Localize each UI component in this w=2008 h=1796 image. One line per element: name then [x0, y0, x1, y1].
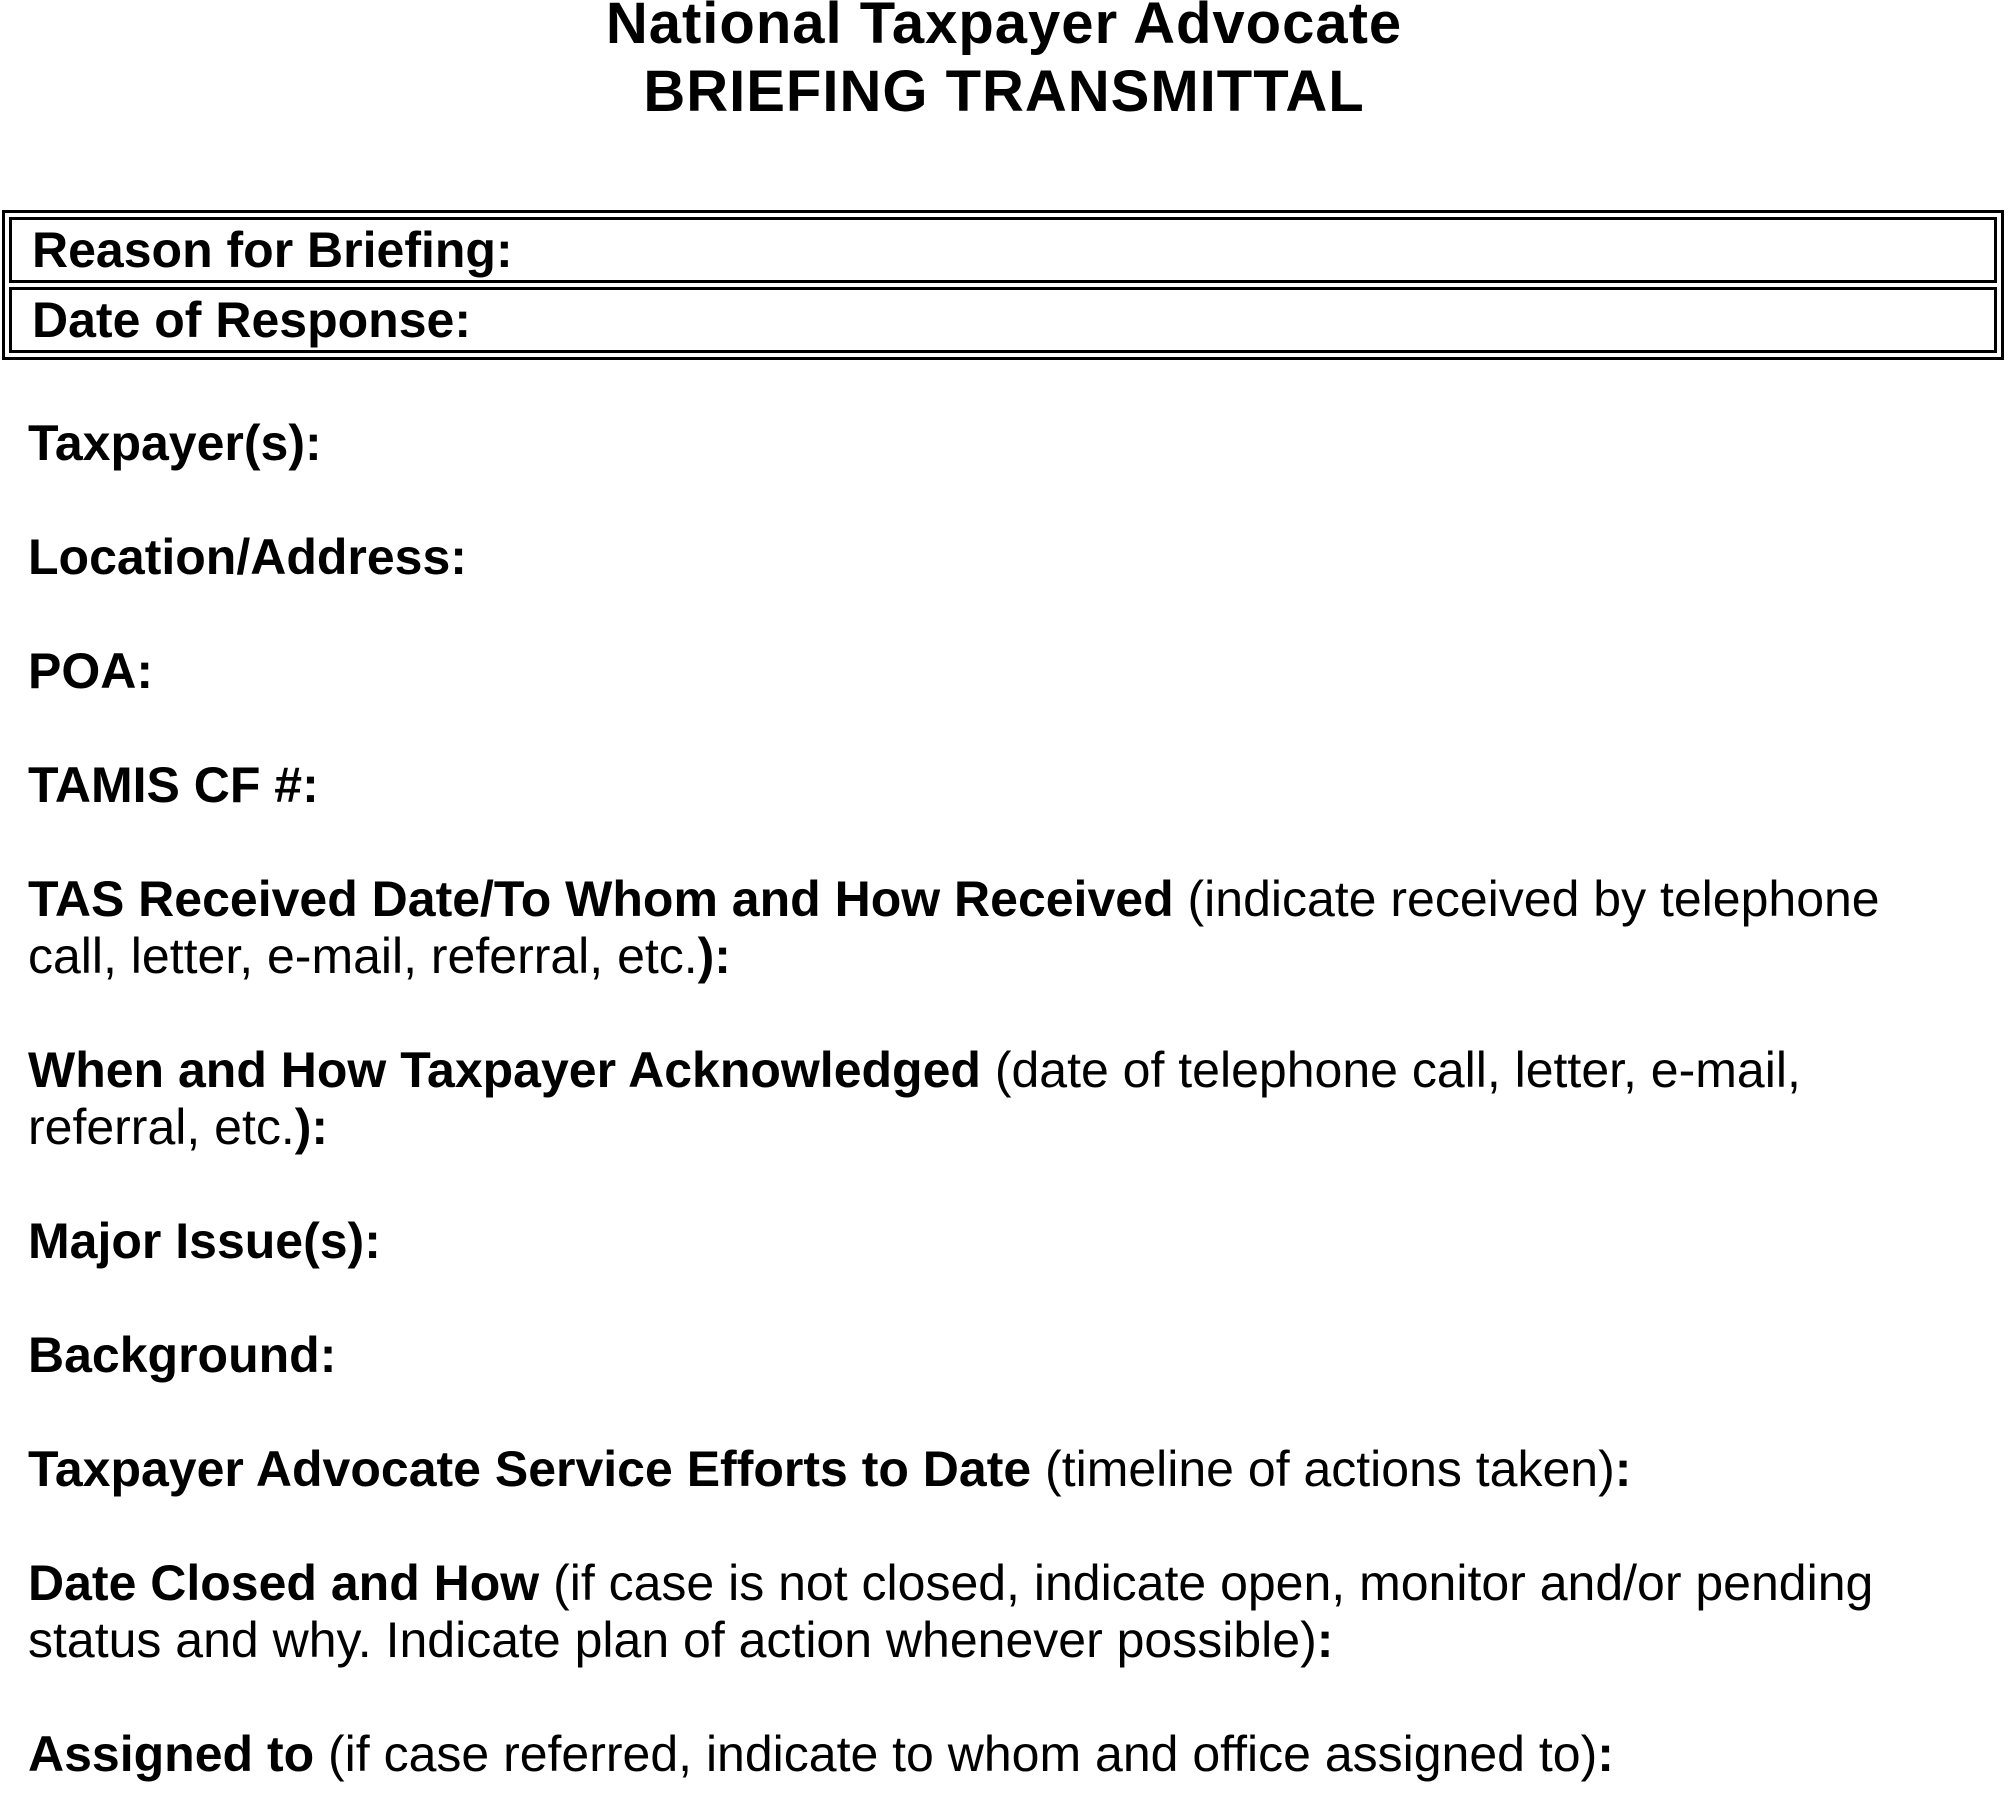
- field-poa: [28, 643, 1916, 700]
- field-tamis-cf-number: [28, 757, 1916, 814]
- field-label: TAS Received Date/To Whom and How Received: [28, 871, 1174, 927]
- field-taxpayers: [28, 415, 1916, 472]
- table-row-reason-for-briefing: [9, 217, 1997, 283]
- field-tas-received: [28, 871, 1916, 985]
- field-label: TAMIS CF #:: [28, 757, 319, 813]
- date-of-response-label: Date of Response:: [32, 291, 471, 348]
- field-label: Background:: [28, 1327, 337, 1383]
- field-label: :: [1597, 1726, 1614, 1782]
- field-taxpayer-acknowledged: [28, 1042, 1916, 1156]
- reason-for-briefing-label: Reason for Briefing:: [32, 221, 513, 278]
- field-background: [28, 1327, 1916, 1384]
- field-assigned-to: [28, 1726, 1916, 1783]
- table-row-date-of-response: [9, 287, 1997, 353]
- document-title-line-2: BRIEFING TRANSMITTAL: [643, 59, 1365, 124]
- field-label: When and How Taxpayer Acknowledged: [28, 1042, 981, 1098]
- document-title-line-1: National Taxpayer Advocate: [605, 0, 1403, 56]
- field-label: Major Issue(s):: [28, 1213, 381, 1269]
- field-label: Taxpayer Advocate Service Efforts to Date: [28, 1441, 1032, 1497]
- field-label: POA:: [28, 643, 153, 699]
- field-description: (timeline of actions taken): [1031, 1441, 1615, 1497]
- field-label: Assigned to: [28, 1726, 315, 1782]
- field-description: (if case is not closed, indicate open, monitor and/or pending status and why. Indicate plan of action whenever possible): [28, 1555, 1874, 1668]
- reason-for-briefing-cell: [9, 217, 1997, 283]
- field-label: Taxpayer(s):: [28, 415, 322, 471]
- field-tas-efforts: [28, 1441, 1916, 1498]
- document-title: [0, 0, 2008, 126]
- date-of-response-cell: [9, 287, 1997, 353]
- field-label: :: [1614, 1441, 1632, 1497]
- field-description: (if case referred, indicate to whom and office assigned to): [314, 1726, 1598, 1782]
- field-date-closed: [28, 1555, 1916, 1669]
- field-label: Location/Address:: [28, 529, 467, 585]
- field-description: (indicate received by telephone call, letter, e-mail, referral, etc.: [28, 871, 1880, 984]
- field-location-address: [28, 529, 1916, 586]
- briefing-header-table: [2, 210, 2004, 360]
- field-label: Date Closed and How: [28, 1555, 540, 1611]
- form-fields: [28, 415, 1916, 1783]
- field-description: (date of telephone call, letter, e-mail, referral, etc.: [28, 1042, 1801, 1155]
- field-label: ):: [697, 928, 731, 984]
- field-major-issues: [28, 1213, 1916, 1270]
- field-label: ):: [294, 1099, 329, 1155]
- field-label: :: [1316, 1612, 1334, 1668]
